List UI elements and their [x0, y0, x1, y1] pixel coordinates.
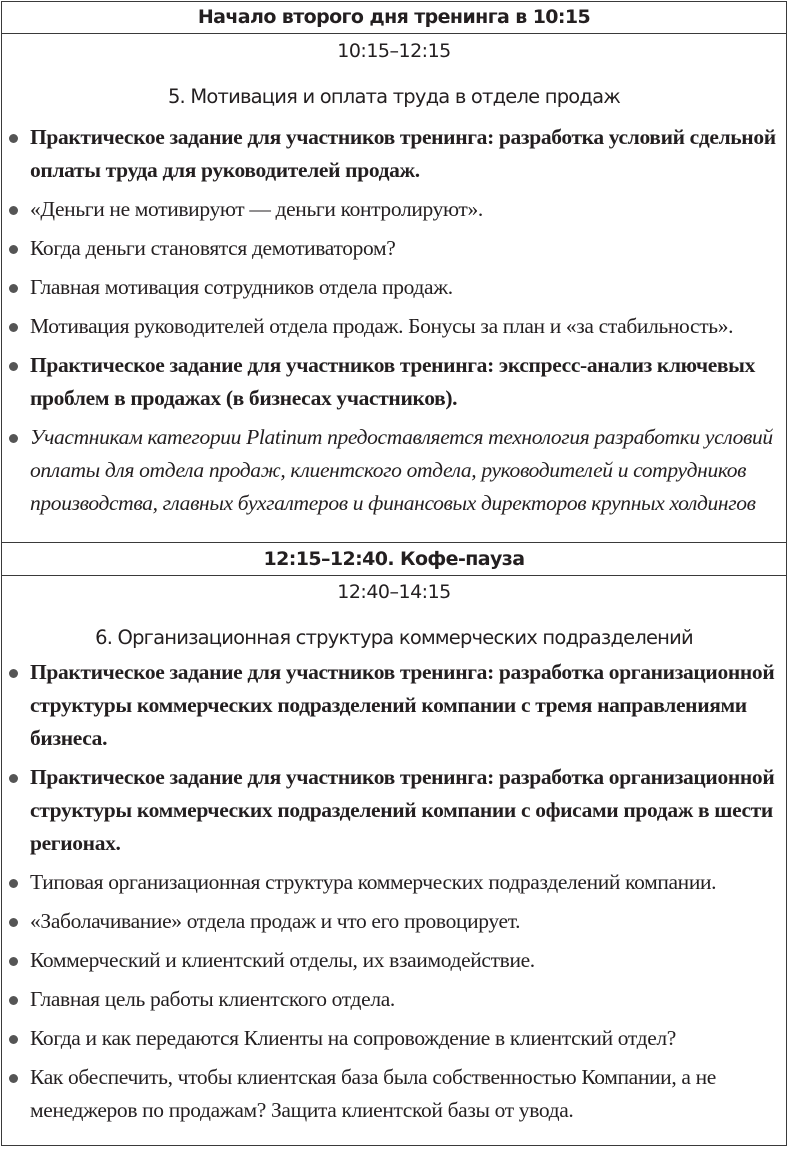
- bullet-icon: [9, 284, 18, 293]
- bullet-icon: [9, 362, 18, 371]
- bullet-icon: [9, 206, 18, 215]
- list-item: Коммерческий и клиентский отделы, их взаимодействие.: [2, 944, 786, 977]
- list-item: Главная мотивация сотрудников отдела продаж.: [2, 271, 786, 304]
- bullet-icon: [9, 774, 18, 783]
- session-topic: 5. Мотивация и оплата труда в отделе продаж: [167, 85, 621, 108]
- session-2: [2, 576, 786, 1127]
- bullet-icon: [9, 434, 18, 443]
- list-item: Когда и как передаются Клиенты на сопровождение в клиентский отдел?: [2, 1022, 786, 1055]
- list-item: Практическое задание для участников тренинга: разработка организационной структуры коммерческих подразделений компании с тремя направлениями бизнеса.: [2, 656, 786, 755]
- session-time: 10:15–12:15: [337, 40, 451, 62]
- bullet-icon: [9, 134, 18, 143]
- session-time: 12:40–14:15: [337, 581, 451, 603]
- list-item: Практическое задание для участников тренинга: разработка условий сдельной оплаты труда для руководителей продаж.: [2, 121, 786, 187]
- bullet-icon: [9, 323, 18, 332]
- list-item: Практическое задание для участников тренинга: экспресс-анализ ключевых проблем в продажах (в бизнесах участников).: [2, 349, 786, 415]
- bullet-icon: [9, 245, 18, 254]
- list-item: Мотивация руководителей отдела продаж. Бонусы за план и «за стабильность».: [2, 310, 786, 343]
- list-item: Практическое задание для участников тренинга: разработка организационной структуры коммерческих подразделений компании с офисами продаж в шести регионах.: [2, 761, 786, 860]
- schedule-table: [1, 1, 787, 1146]
- bullet-icon: [9, 879, 18, 888]
- session-1: [2, 34, 786, 542]
- list-item: Как обеспечить, чтобы клиентская база была собственностью Компании, а не менеджеров по продажам? Защита клиентской базы от увода.: [2, 1061, 786, 1127]
- list-item: Участникам категории Platinum предоставляется технология разработки условий оплаты для отдела продаж, клиентского отдела, руководителей и сотрудников производства, главных бухгалтеров и финансовых директоров крупных холдингов: [2, 421, 786, 520]
- bullet-icon: [9, 1035, 18, 1044]
- day-start-header: Начало второго дня тренинга в 10:15: [2, 2, 786, 34]
- list-item: Главная цель работы клиентского отдела.: [2, 983, 786, 1016]
- coffee-break-row: 12:15–12:40. Кофе-пауза: [2, 542, 786, 576]
- bullet-icon: [9, 669, 18, 678]
- session-topic: 6. Организационная структура коммерческих подразделений: [95, 626, 693, 649]
- list-item: «Деньги не мотивируют — деньги контролируют».: [2, 193, 786, 226]
- list-item: Когда деньги становятся демотиватором?: [2, 232, 786, 265]
- session-items: [2, 121, 786, 520]
- bullet-icon: [9, 1074, 18, 1083]
- list-item: «Заболачивание» отдела продаж и что его провоцирует.: [2, 905, 786, 938]
- bullet-icon: [9, 918, 18, 927]
- session-items: [2, 656, 786, 1127]
- bullet-icon: [9, 957, 18, 966]
- bullet-icon: [9, 996, 18, 1005]
- list-item: Типовая организационная структура коммерческих подразделений компании.: [2, 866, 786, 899]
